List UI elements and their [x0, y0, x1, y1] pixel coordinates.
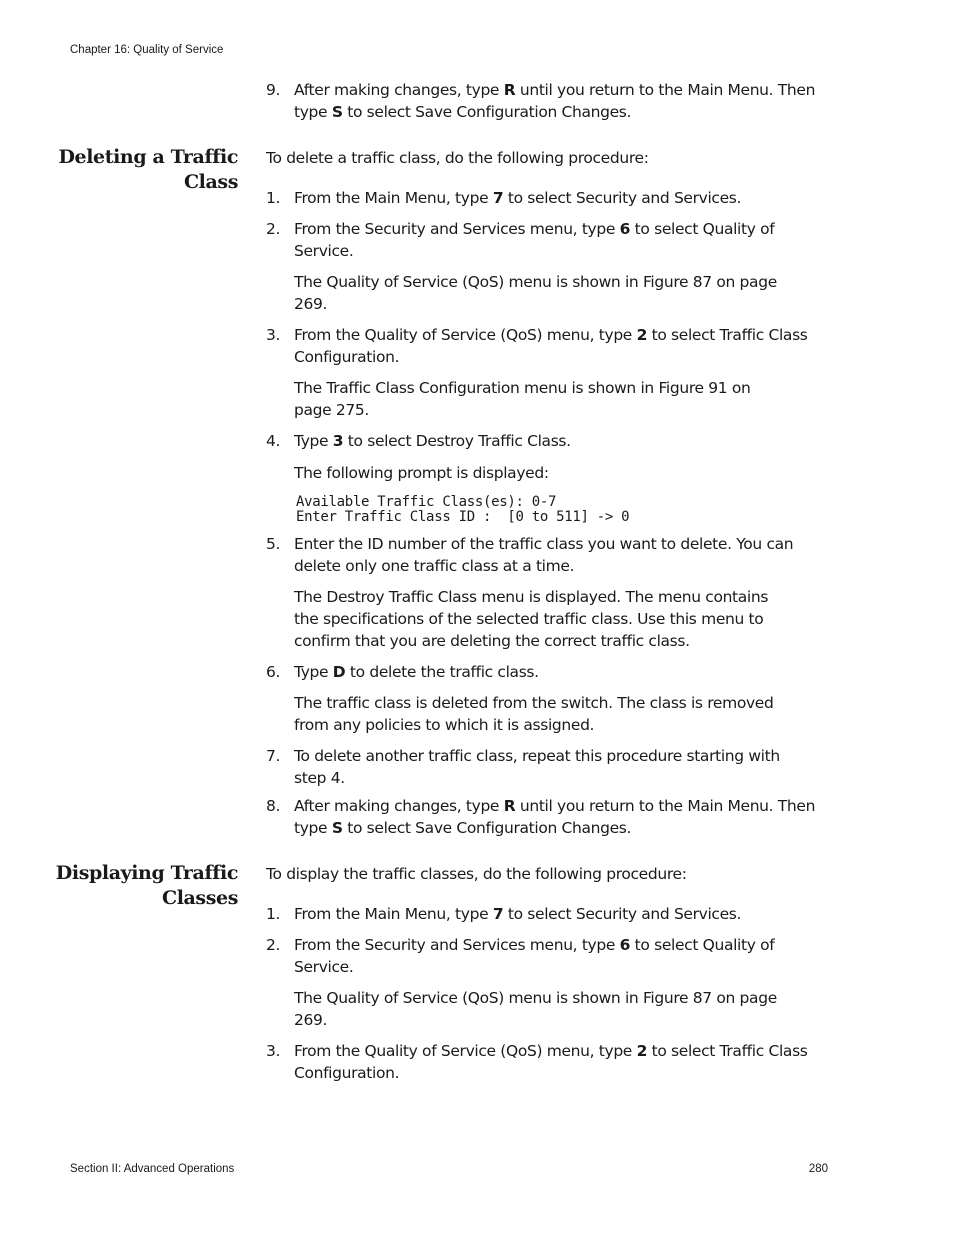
step-text: type S to select Save Configuration Changes.: [294, 103, 632, 121]
running-footer-section: Section II: Advanced Operations: [70, 1163, 235, 1175]
step-text: type S to select Save Configuration Changes.: [294, 819, 632, 837]
step-text: step 4.: [294, 769, 345, 787]
section-intro: To delete a traffic class, do the following procedure:: [266, 149, 649, 167]
step-note: The following prompt is displayed:: [294, 464, 549, 482]
step-text: To delete another traffic class, repeat this procedure starting with: [294, 747, 780, 765]
step-text: From the Quality of Service (QoS) menu, type 2 to select Traffic Class: [294, 326, 808, 344]
key-letter: 6: [619, 936, 631, 954]
step-number: 2.: [266, 936, 281, 954]
step-note: page 275.: [294, 401, 370, 419]
key-letter: 7: [492, 189, 504, 207]
step-number: 2.: [266, 220, 281, 238]
step-text: From the Main Menu, type 7 to select Security and Services.: [294, 905, 742, 923]
step-note: The Quality of Service (QoS) menu is shown in Figure 87 on page: [294, 989, 777, 1007]
key-letter: 7: [492, 905, 504, 923]
step-text: Type D to delete the traffic class.: [294, 663, 539, 681]
step-number: 3.: [266, 326, 281, 344]
step-number: 1.: [266, 189, 281, 207]
step-text: Service.: [294, 242, 354, 260]
step-text: delete only one traffic class at a time.: [294, 557, 575, 575]
key-letter: S: [331, 819, 343, 837]
step-note: 269.: [294, 295, 328, 313]
step-note: the specifications of the selected traffic class. Use this menu to: [294, 610, 764, 628]
step-text: From the Security and Services menu, type 6 to select Quality of: [294, 220, 775, 238]
code-prompt-line: Available Traffic Class(es): 0-7: [296, 494, 557, 510]
step-number: 7.: [266, 747, 281, 765]
step-text: From the Quality of Service (QoS) menu, type 2 to select Traffic Class: [294, 1042, 808, 1060]
key-letter: 3: [332, 432, 344, 450]
key-letter: R: [503, 81, 516, 99]
key-letter: D: [332, 663, 346, 681]
step-note: from any policies to which it is assigned.: [294, 716, 595, 734]
step-note: The traffic class is deleted from the switch. The class is removed: [294, 694, 774, 712]
step-number: 6.: [266, 663, 281, 681]
section-intro: To display the traffic classes, do the following procedure:: [266, 865, 687, 883]
key-letter: S: [331, 103, 343, 121]
step-text: Configuration.: [294, 348, 400, 366]
section-heading-displaying: Displaying Traffic Classes: [55, 862, 238, 909]
step-note: The Destroy Traffic Class menu is displayed. The menu contains: [294, 588, 769, 606]
step-note: 269.: [294, 1011, 328, 1029]
step-text: Service.: [294, 958, 354, 976]
step-number: 9.: [266, 81, 281, 99]
step-text: Configuration.: [294, 1064, 400, 1082]
step-text: From the Main Menu, type 7 to select Security and Services.: [294, 189, 742, 207]
step-text: After making changes, type R until you return to the Main Menu. Then: [294, 81, 816, 99]
key-letter: R: [503, 797, 516, 815]
key-letter: 6: [619, 220, 631, 238]
key-letter: 2: [636, 1042, 648, 1060]
step-number: 4.: [266, 432, 281, 450]
running-header: Chapter 16: Quality of Service: [70, 44, 224, 56]
page-number: 280: [808, 1163, 828, 1175]
step-note: The Traffic Class Configuration menu is shown in Figure 91 on: [294, 379, 751, 397]
step-number: 1.: [266, 905, 281, 923]
step-text: From the Security and Services menu, type 6 to select Quality of: [294, 936, 775, 954]
step-number: 5.: [266, 535, 281, 553]
step-text: Enter the ID number of the traffic class you want to delete. You can: [294, 535, 794, 553]
step-number: 3.: [266, 1042, 281, 1060]
code-prompt-line: Enter Traffic Class ID : [0 to 511] -> 0: [296, 509, 630, 525]
key-letter: 2: [636, 326, 648, 344]
step-note: confirm that you are deleting the correct traffic class.: [294, 632, 690, 650]
step-number: 8.: [266, 797, 281, 815]
step-note: The Quality of Service (QoS) menu is shown in Figure 87 on page: [294, 273, 777, 291]
section-heading-deleting: Deleting a Traffic Class: [58, 146, 238, 193]
step-text: After making changes, type R until you return to the Main Menu. Then: [294, 797, 816, 815]
step-text: Type 3 to select Destroy Traffic Class.: [294, 432, 571, 450]
